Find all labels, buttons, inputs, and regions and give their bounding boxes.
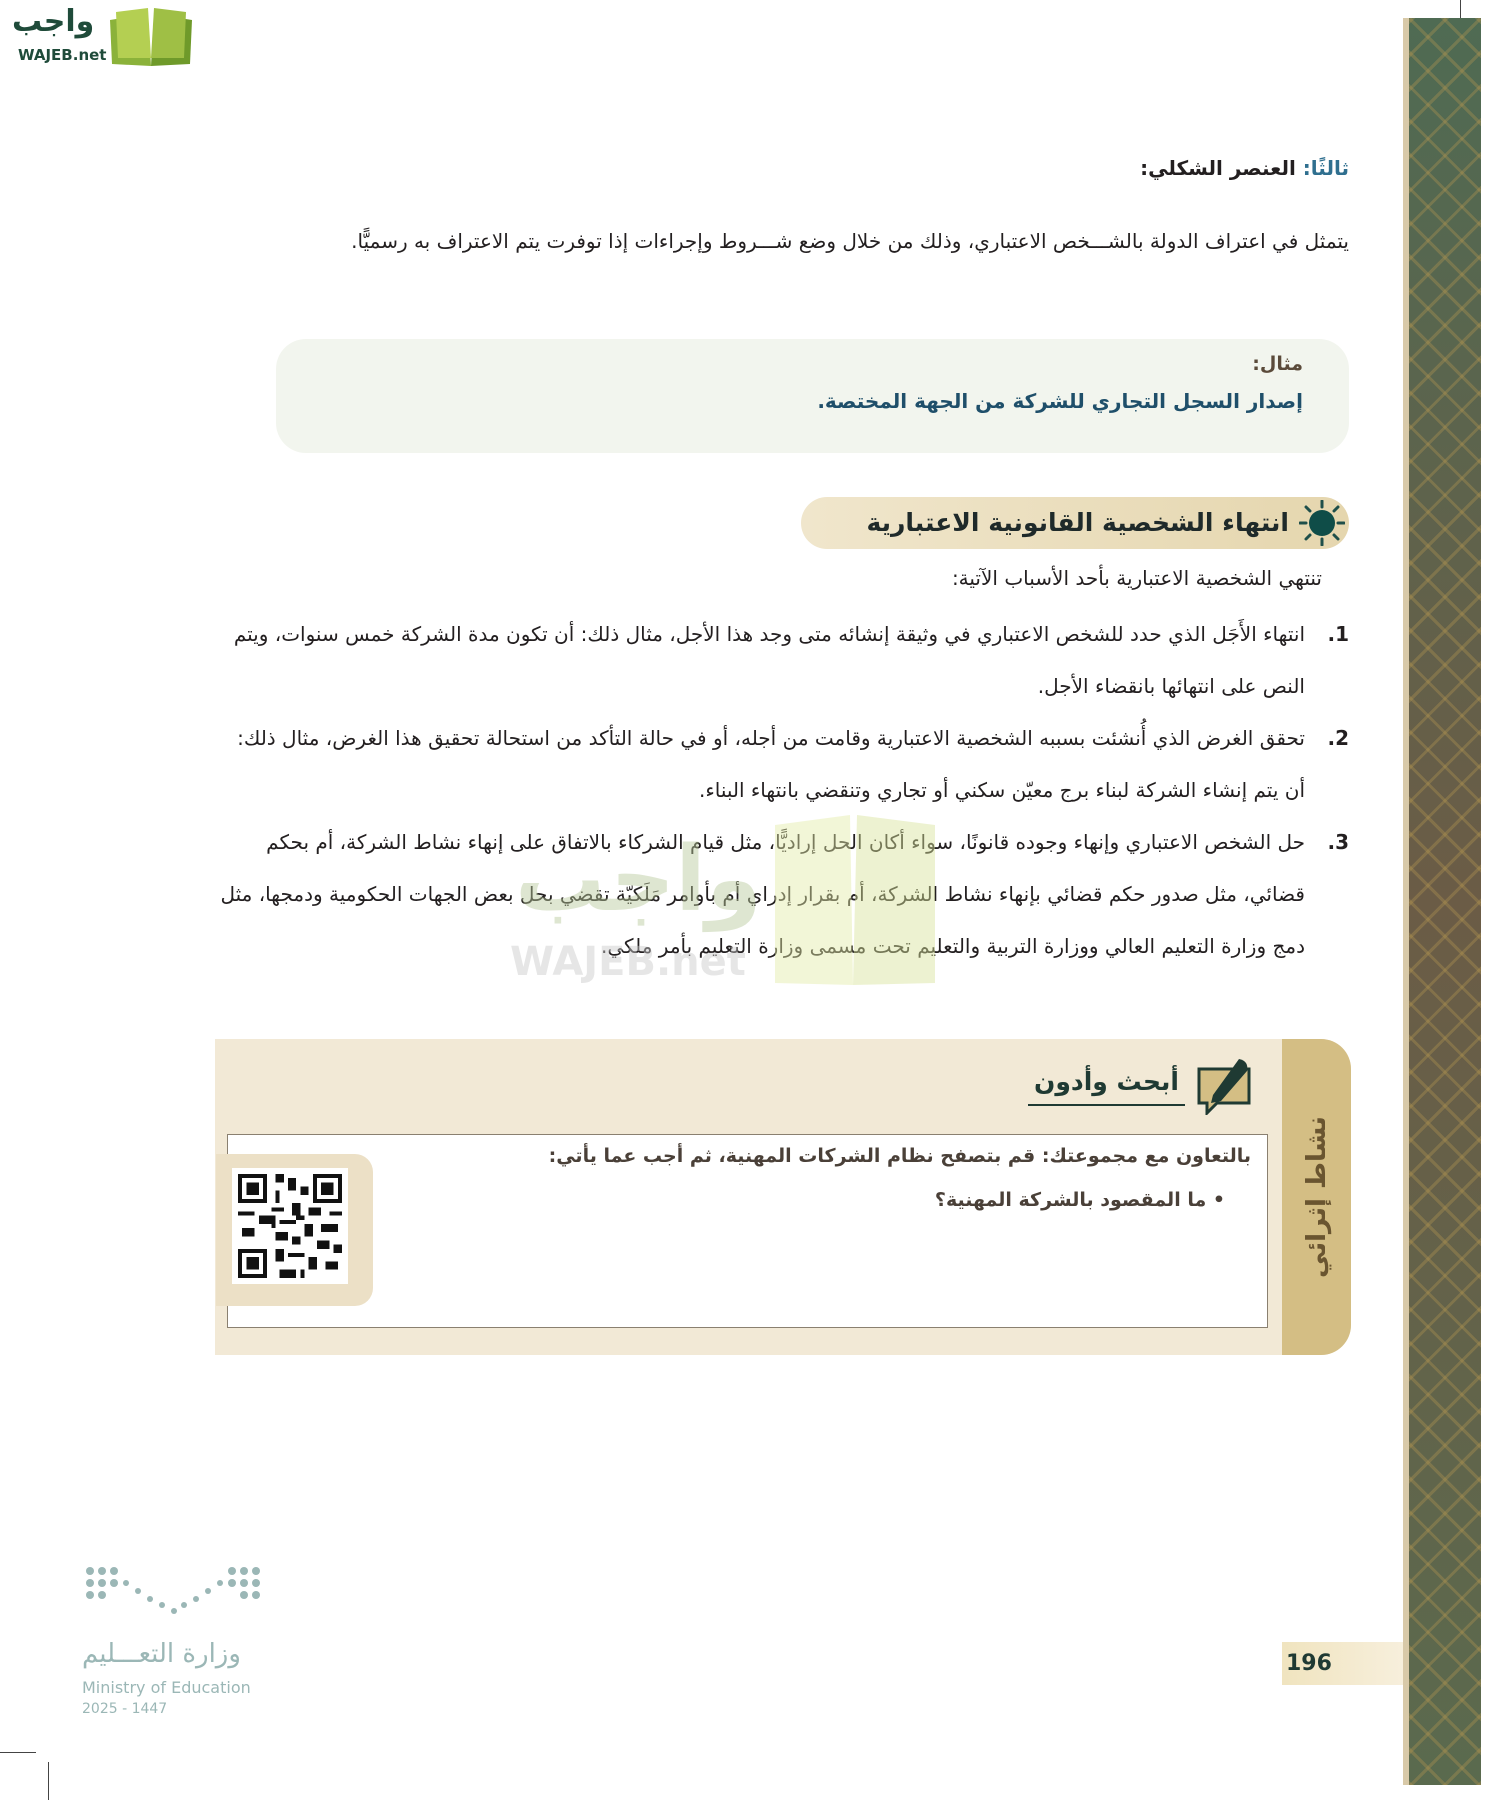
section-title: العنصر الشكلي: [1140,156,1296,180]
item-text: انتهاء الأَجَل الذي حدد للشخص الاعتباري في وثيقة إنشائه متى وجد هذا الأجل، مثال ذلك: أن تكون مدة الشركة خمس سنوات، ويتم النص على انتهائها بانقضاء الأجل. [233,622,1305,698]
activity-content [227,1134,1268,1328]
list-item [215,712,1349,816]
list-item [215,608,1349,712]
ministry-english: Ministry of Education [82,1678,251,1697]
item-number: 1. [1327,622,1349,646]
enrichment-activity-box [215,1039,1351,1355]
crop-mark [48,1762,49,1800]
list-item [215,816,1349,972]
book-icon [108,8,194,68]
ministry-year: 2025 - 1447 [82,1701,168,1717]
item-text: تحقق الغرض الذي أُنشئت بسببه الشخصية الاعتبارية وقامت من أجله، أو في حالة التأكد من استحالة تحقيق هذا الغرض، مثال ذلك: أن يتم إنشاء الشركة لبناء برج معيّن سكني أو تجاري وتنقضي بانتهاء البناء. [237,726,1305,802]
bullet-text: ما المقصود بالشركة المهنية؟ [934,1189,1207,1211]
paragraph: يتمثل في اعتراف الدولة بالشـــخص الاعتباري، وذلك من خلال وضع شـــروط وإجراءات إذا توفرت يتم الاعتراف به رسميًّا. [351,229,1349,253]
logo-latin: WAJEB.net [18,46,107,64]
ministry-of-education-logo [80,1561,270,1726]
item-number: 2. [1327,726,1349,750]
section-heading-pill [801,497,1349,549]
section-heading-text: انتهاء الشخصية القانونية الاعتبارية [866,508,1289,537]
section-heading-formal [1140,156,1349,180]
ministry-arabic: وزارة التعـــليم [82,1639,241,1669]
crop-mark [0,1752,36,1753]
example-box [276,339,1349,453]
page-number: 196 [1282,1642,1403,1685]
activity-question: بالتعاون مع مجموعتك: قم بتصفح نظام الشركات المهنية، ثم أجب عما يأتي: [548,1145,1251,1167]
activity-tab-label: نشاط إثرائي [1301,1116,1332,1278]
intro-text: تنتهي الشخصية الاعتبارية بأحد الأسباب الآتية: [951,566,1322,590]
activity-title: أبحث وأدون [1028,1067,1185,1106]
activity-tab [1282,1039,1351,1355]
svg-text:WAJEB.net: WAJEB.net [510,939,746,985]
decorative-border [1403,18,1481,1785]
reasons-list [215,608,1349,972]
qr-code-icon[interactable] [232,1168,348,1284]
qr-code-frame [216,1154,373,1306]
svg-text:واجب: واجب [515,827,762,932]
sun-emblem-icon [1299,500,1345,546]
section-number: ثالثًا: [1302,156,1349,180]
pen-speech-bubble-icon [1195,1055,1253,1115]
activity-bullet: • ما المقصود بالشركة المهنية؟ [934,1189,1225,1211]
wajeb-logo [8,4,193,70]
ministry-dots-icon [80,1561,270,1631]
example-title: مثال: [1252,353,1303,375]
example-body: إصدار السجل التجاري للشركة من الجهة المختصة. [817,389,1303,413]
logo-arabic: واجب [12,4,95,39]
item-text: حل الشخص الاعتباري وإنهاء وجوده قانونًا، سواء أكان الحل إراديًّا، مثل قيام الشركاء بالاتفاق على إنهاء نشاط الشركة، أم بحكم قضائي، مثل صدور حكم قضائي بإنهاء نشاط الشركة، أم بقرار إدراي أم بأوامر مَلَكيّة تقضي بحل بعض الجهات الحكومية ودمجها، مثل دمج وزارة التعليم العالي ووزارة التربية والتعليم تحت مسمى وزارة التعليم بأمر ملكي. [220,830,1305,958]
item-number: 3. [1327,830,1349,854]
